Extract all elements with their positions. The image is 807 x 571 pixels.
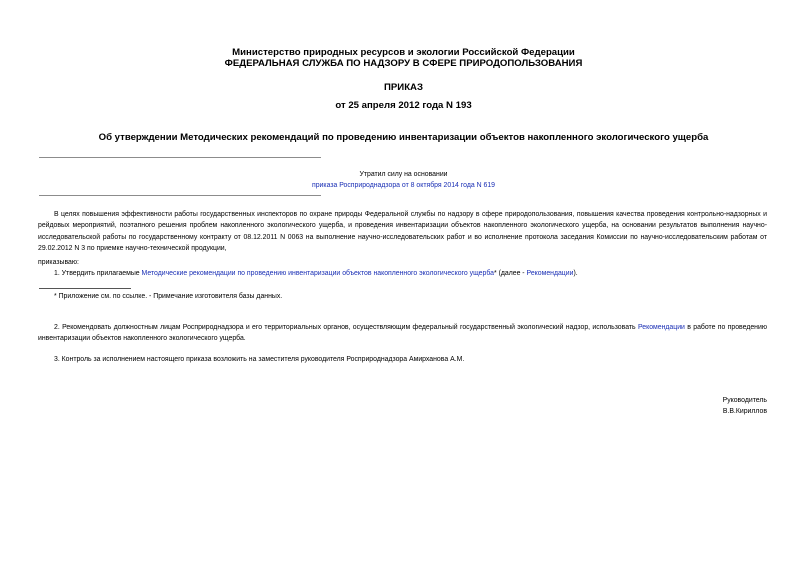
divider-top [39,157,321,158]
document-title: Об утверждении Методических рекомендаций по проведению инвентаризации объектов накопленного экологического ущерба [98,132,709,143]
footnote-divider [39,288,131,289]
item-1-mid: * (далее - [493,270,527,277]
signature-role: Руководитель [722,397,767,404]
service-name: ФЕДЕРАЛЬНАЯ СЛУЖБА ПО НАДЗОРУ В СФЕРЕ ПРИРОДОПОЛЬЗОВАНИЯ [224,58,583,69]
recommendations-link[interactable]: Методические рекомендации по проведению инвентаризации объектов накопленного экологического ущерба [141,270,494,277]
order-word: приказываю: [38,259,79,266]
divider-bottom [39,195,321,196]
recommendations-link-2[interactable]: Рекомендации [637,324,685,331]
item-3: 3. Контроль за исполнением настоящего приказа возложить на заместителя руководителя Росприроднадзора Амирханова А.М. [54,356,465,363]
status-note-link-line [0,182,807,190]
intro-paragraph: В целях повышения эффективности работы государственных инспекторов по охране природы Федеральной службы по надзору в сфере природопользования, повышения качества проведения контрольно-надзорных и рейдовых мероприятий, поэтапного решения проблем накопленного экологического ущерба, и проведения инвентаризации объектов накопленного экологического ущерба, на основании результатов выполнения научно-исследовательской работы по государственному контракту от 08.12.2011 N 0063 на выполнение научно-исследовательских работ и во исполнение протокола заседания Комиссии по научно-исследовательским работам от 29.02.2012 N 3 по приемке научно-технической продукции, [38,211,767,252]
item-1-suffix: ). [573,270,578,277]
ministry-name: Министерство природных ресурсов и экологии Российской Федерации [232,47,575,58]
document-date-number: от 25 апреля 2012 года N 193 [335,100,472,111]
item-1-prefix: 1. Утвердить прилагаемые [54,270,142,277]
repeal-order-link[interactable]: приказа Росприроднадзора от 8 октября 2014 года N 619 [311,182,495,189]
item-2 [38,322,767,345]
item-2-suffix: в работе по проведению инвентаризации объектов накопленного экологического ущерба. [38,324,767,343]
item-2-prefix: 2. Рекомендовать должностным лицам Росприроднадзора и его территориальных органов, осуществляющим федеральный государственный экологический надзор, использовать [54,324,638,331]
status-note: Утратил силу на основании [359,171,448,178]
recommendations-short-link[interactable]: Рекомендации [526,270,574,277]
document-type: ПРИКАЗ [384,82,423,93]
item-1 [38,268,767,279]
signature-name: В.В.Кириллов [722,408,767,415]
footnote: * Приложение см. по ссылке. - Примечание изготовителя базы данных. [54,293,283,300]
